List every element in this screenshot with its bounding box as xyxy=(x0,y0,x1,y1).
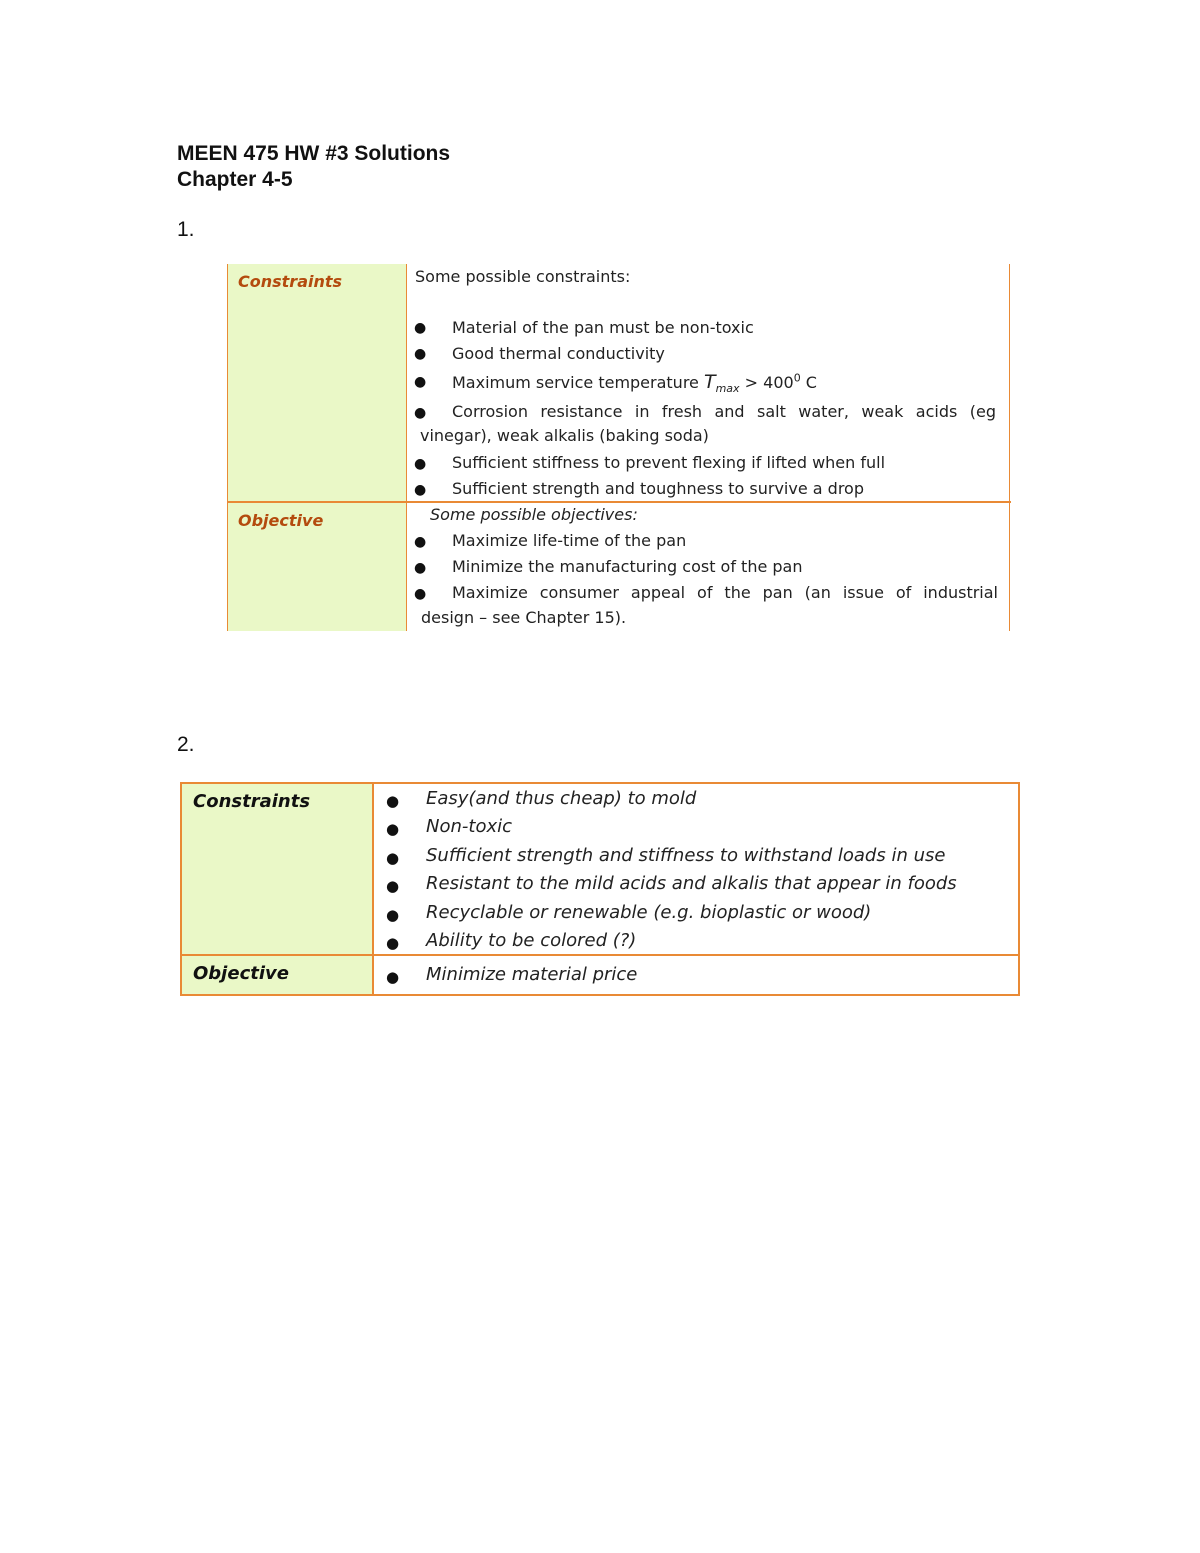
constraint-item-continuation: vinegar), weak alkalis (baking soda) xyxy=(420,426,709,445)
bullet: ● xyxy=(414,405,427,421)
bullet: ● xyxy=(414,456,427,472)
row-divider xyxy=(180,954,1019,956)
constraint-item: Ability to be colored (?) xyxy=(426,930,637,951)
constraints-label: Constraints xyxy=(193,791,311,812)
objectives-intro: Some possible objectives: xyxy=(430,505,638,524)
objective-item: Maximize consumer appeal of the pan (an issue of industrial xyxy=(452,583,998,602)
objective-item: Maximize life-time of the pan xyxy=(452,531,687,550)
objective-item: Minimize material price xyxy=(426,964,638,985)
bullet: ● xyxy=(386,820,400,838)
label-column xyxy=(227,264,407,631)
constraint-item: Easy(and thus cheap) to mold xyxy=(426,788,697,809)
constraint-item-temperature xyxy=(452,371,817,395)
temperature-subscript: max xyxy=(715,382,740,396)
constraint-item: Recyclable or renewable (e.g. bioplastic or wood) xyxy=(426,902,872,923)
table-border xyxy=(1009,264,1010,631)
column-divider xyxy=(372,782,374,994)
constraint-item: Corrosion resistance in fresh and salt water, weak acids (eg xyxy=(452,402,996,421)
bullet: ● xyxy=(414,586,427,602)
question-1-number: 1. xyxy=(177,218,195,241)
objective-item: Minimize the manufacturing cost of the pan xyxy=(452,557,803,576)
question-2-table xyxy=(180,782,1019,996)
chapter-label: Chapter 4-5 xyxy=(177,168,293,191)
objective-label: Objective xyxy=(193,963,289,984)
constraint-item: Sufficient stiffness to prevent flexing if lifted when full xyxy=(452,453,886,472)
document-header xyxy=(177,141,450,193)
temperature-symbol: T xyxy=(703,371,716,393)
constraint-item: Material of the pan must be non-toxic xyxy=(452,318,754,337)
constraints-label: Constraints xyxy=(238,272,343,291)
bullet: ● xyxy=(386,906,400,924)
bullet: ● xyxy=(414,482,427,498)
constraint-item: Resistant to the mild acids and alkalis that appear in foods xyxy=(426,873,957,894)
bullet: ● xyxy=(414,534,427,550)
constraint-item: Sufficient strength and stiffness to withstand loads in use xyxy=(426,845,946,866)
bullet: ● xyxy=(386,792,400,810)
constraint-item: Non-toxic xyxy=(426,816,513,837)
constraint-item: Sufficient strength and toughness to survive a drop xyxy=(452,479,864,498)
constraint-item: Good thermal conductivity xyxy=(452,344,665,363)
temperature-unit: C xyxy=(805,373,817,392)
constraints-intro: Some possible constraints: xyxy=(415,267,631,286)
bullet: ● xyxy=(414,346,427,362)
temperature-label: Maximum service temperature xyxy=(452,373,699,392)
bullet: ● xyxy=(414,374,427,390)
document-title: MEEN 475 HW #3 Solutions xyxy=(177,142,451,165)
temperature-superscript: 0 xyxy=(793,371,801,385)
bullet: ● xyxy=(414,320,427,336)
objective-item-continuation: design – see Chapter 15). xyxy=(421,608,627,627)
bullet: ● xyxy=(386,877,400,895)
bullet: ● xyxy=(414,560,427,576)
question-2-number: 2. xyxy=(177,733,195,756)
bullet: ● xyxy=(386,849,400,867)
temperature-value: > 400 xyxy=(744,373,794,392)
bullet: ● xyxy=(386,968,400,986)
question-1-table xyxy=(227,264,1011,631)
row-divider xyxy=(227,501,1011,503)
bullet: ● xyxy=(386,934,400,952)
objective-label: Objective xyxy=(238,511,324,530)
